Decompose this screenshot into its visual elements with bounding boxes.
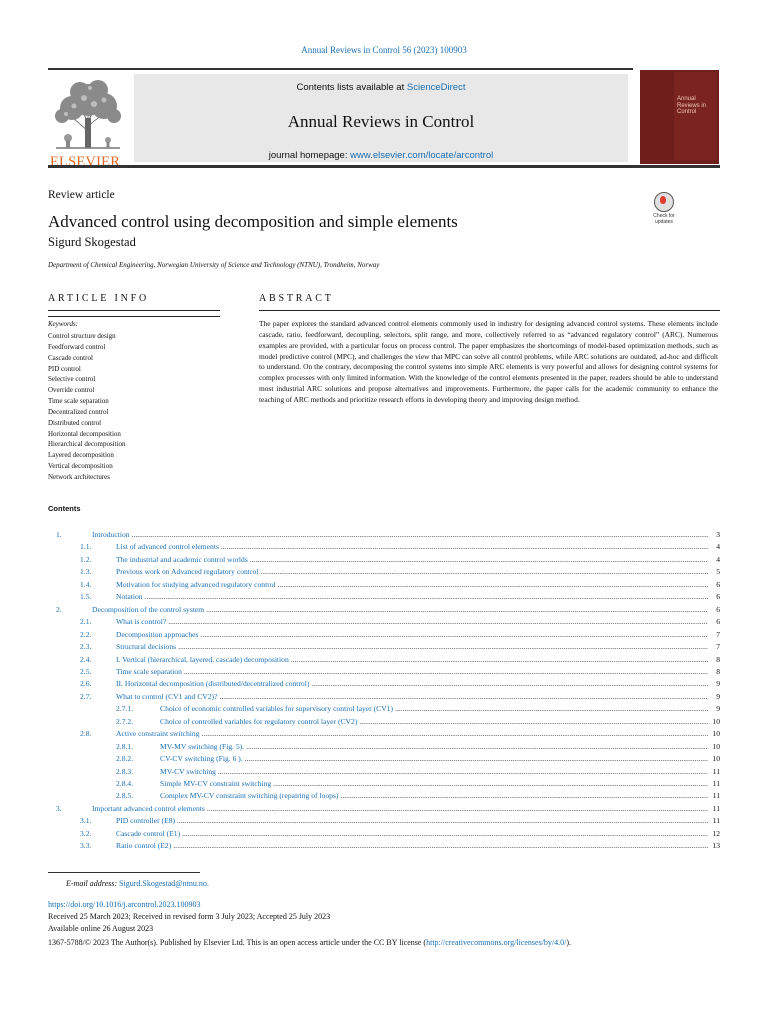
toc-entry-number: 2.2.	[80, 629, 92, 639]
toc-entry-number: 2.3.	[80, 642, 92, 652]
toc-entry-number: 2.7.	[80, 691, 92, 701]
journal-homepage: journal homepage: www.elsevier.com/locate/arcontrol	[268, 150, 494, 161]
toc-entry-page: 4	[716, 542, 720, 552]
homepage-link[interactable]: www.elsevier.com/locate/arcontrol	[350, 150, 494, 161]
toc-entry[interactable]	[48, 717, 720, 729]
toc-leader-dots	[359, 717, 708, 726]
keyword-item: Feedforward control	[48, 342, 106, 351]
keyword-item: Distributed control	[48, 418, 102, 427]
check-updates-icon	[654, 192, 674, 212]
toc-entry-title[interactable]: The industrial and academic control worlds	[116, 554, 248, 564]
toc-entry-title[interactable]: Complex MV-CV constraint switching (repairing of loops)	[160, 791, 339, 801]
cover-stripe	[674, 72, 717, 160]
toc-leader-dots	[219, 692, 708, 701]
toc-entry-page: 8	[716, 654, 720, 664]
toc-entry[interactable]	[48, 754, 720, 766]
toc-entry-title[interactable]: Important advanced control elements	[92, 803, 205, 813]
toc-entry-title[interactable]: Time scale separation	[116, 666, 182, 676]
toc-leader-dots	[221, 542, 708, 551]
toc-leader-dots	[206, 605, 708, 614]
toc-entry-number: 2.4.	[80, 654, 92, 664]
doi-link[interactable]: https://doi.org/10.1016/j.arcontrol.2023.100903	[48, 900, 201, 909]
toc-entry[interactable]	[48, 767, 720, 779]
toc-entry-title[interactable]: Motivation for studying advanced regulatory control	[116, 579, 276, 589]
abstract-rule	[259, 310, 720, 311]
toc-entry[interactable]	[48, 542, 720, 554]
toc-entry[interactable]	[48, 791, 720, 803]
toc-leader-dots	[260, 567, 708, 576]
toc-entry-page: 4	[716, 554, 720, 564]
keyword-item: PID control	[48, 364, 81, 373]
toc-entry-page: 10	[712, 754, 720, 764]
toc-entry-page: 10	[712, 729, 720, 739]
toc-entry[interactable]	[48, 667, 720, 679]
toc-entry-title[interactable]: II. Horizontal decomposition (distributed/decentralized control)	[116, 679, 310, 689]
toc-entry-page: 9	[716, 679, 720, 689]
toc-entry-title[interactable]: Notation	[116, 592, 143, 602]
contents-available: Contents lists available at ScienceDirect	[296, 82, 466, 93]
journal-reference[interactable]: Annual Reviews in Control 56 (2023) 100903	[301, 45, 467, 55]
toc-entry-page: 7	[716, 642, 720, 652]
toc-leader-dots	[218, 767, 708, 776]
license-statement: 1367-5788/© 2023 The Author(s). Published by Elsevier Ltd. This is an open access article under the CC BY license (http://creativecommons.org/licenses/by/4.0/).	[48, 938, 572, 947]
toc-entry-number: 2.8.2.	[116, 754, 134, 764]
journal-cover-thumbnail[interactable]	[640, 70, 719, 164]
toc-entry-title[interactable]: PID controller (E8)	[116, 816, 176, 826]
toc-entry-page: 11	[712, 791, 720, 801]
toc-entry-page: 9	[716, 691, 720, 701]
article-info-heading: ARTICLE INFO	[48, 293, 150, 304]
keyword-item: Selective control	[48, 375, 96, 384]
journal-banner	[134, 74, 628, 162]
toc-entry[interactable]	[48, 592, 720, 604]
toc-entry-title[interactable]: Decomposition of the control system	[92, 604, 205, 614]
toc-entry-title[interactable]: Structural decisions	[116, 642, 177, 652]
keyword-item: Cascade control	[48, 353, 93, 362]
toc-entry-title[interactable]: What to control (CV1 and CV2)?	[116, 691, 218, 701]
toc-entry-title[interactable]: I. Vertical (hierarchical, layered, cascade) decomposition	[116, 654, 289, 664]
toc-entry-title[interactable]: Introduction	[92, 530, 130, 539]
toc-entry[interactable]	[48, 630, 720, 642]
toc-entry-number: 2.1.	[80, 617, 92, 627]
toc-leader-dots	[178, 642, 708, 651]
email-link[interactable]: Sigurd.Skogestad@ntnu.no.	[119, 879, 209, 888]
toc-leader-dots	[173, 841, 708, 850]
toc-entry[interactable]	[48, 617, 720, 629]
toc-entry[interactable]	[48, 655, 720, 667]
check-for-updates-button[interactable]	[647, 192, 681, 228]
toc-entry-title[interactable]: What is control?	[116, 617, 167, 627]
keyword-item: Hierarchical decomposition	[48, 440, 126, 449]
toc-entry-number: 1.4.	[80, 579, 92, 589]
toc-entry-page: 9	[716, 704, 720, 714]
article-history: Received 25 March 2023; Received in revised form 3 July 2023; Accepted 25 July 2023	[48, 912, 331, 921]
toc-entry-page: 11	[712, 816, 720, 826]
elsevier-logo[interactable]	[48, 76, 128, 170]
keyword-item: Vertical decomposition	[48, 462, 113, 471]
toc-entry-number: 2.8.4.	[116, 779, 134, 788]
toc-entry-title[interactable]: Choice of controlled variables for regulatory control layer (CV2)	[160, 716, 358, 726]
contents-title: Contents	[48, 504, 81, 513]
toc-leader-dots	[246, 742, 708, 751]
toc-leader-dots	[273, 779, 708, 788]
toc-entry-number: 2.	[56, 604, 62, 614]
article-type: Review article	[48, 189, 115, 201]
license-link[interactable]: http://creativecommons.org/licenses/by/4.0/	[426, 938, 567, 947]
toc-leader-dots	[200, 630, 708, 639]
toc-entry-page: 6	[716, 617, 720, 627]
toc-leader-dots	[291, 655, 708, 664]
toc-entry[interactable]	[48, 555, 720, 567]
toc-entry-number: 2.7.1.	[116, 704, 134, 714]
toc-entry-title[interactable]: Active constraint switching	[116, 729, 200, 739]
toc-entry-page: 10	[712, 741, 720, 751]
toc-leader-dots	[184, 667, 708, 676]
toc-entry-number: 2.8.5.	[116, 791, 134, 801]
toc-entry[interactable]	[48, 605, 720, 617]
toc-leader-dots	[245, 754, 708, 763]
toc-entry-title[interactable]: Simple MV-CV constraint switching	[160, 779, 272, 788]
toc-leader-dots	[145, 592, 708, 601]
toc-entry-page: 7	[716, 629, 720, 639]
toc-leader-dots	[132, 530, 708, 539]
toc-entry-title[interactable]: Cascade control (E1)	[116, 828, 181, 838]
toc-entry-title[interactable]: List of advanced control elements	[116, 542, 219, 552]
toc-entry[interactable]	[48, 692, 720, 704]
elsevier-wordmark: ELSEVIER	[50, 154, 121, 170]
abstract-heading: ABSTRACT	[259, 293, 334, 304]
toc-entry-number: 1.3.	[80, 567, 92, 577]
toc-entry-number: 3.1.	[80, 816, 92, 826]
toc-entry-title[interactable]: Ratio control (E2)	[116, 841, 172, 851]
toc-entry-number: 3.3.	[80, 841, 92, 851]
toc-entry-number: 2.8.	[80, 729, 92, 739]
corresponding-email: E-mail address: Sigurd.Skogestad@ntnu.no.	[66, 879, 209, 888]
article-title: Advanced control using decomposition and simple elements	[48, 212, 458, 231]
toc-entry-page: 13	[712, 841, 720, 851]
keyword-item: Decentralized control	[48, 407, 109, 416]
toc-entry-page: 5	[716, 567, 720, 577]
cover-title: Annual Reviews in Control	[677, 96, 707, 115]
keyword-item: Control structure design	[48, 332, 116, 340]
toc-leader-dots	[278, 580, 708, 589]
keyword-item: Time scale separation	[48, 397, 109, 406]
toc-leader-dots	[182, 829, 708, 838]
header-top-rule	[48, 68, 633, 70]
toc-entry[interactable]	[48, 567, 720, 579]
keyword-item: Layered decomposition	[48, 451, 114, 460]
keyword-item: Override control	[48, 386, 95, 395]
toc-entry-number: 2.8.3.	[116, 766, 134, 776]
toc-leader-dots	[202, 729, 708, 738]
toc-entry-page: 11	[712, 766, 720, 776]
available-online: Available online 26 August 2023	[48, 924, 154, 933]
toc-entry[interactable]	[48, 530, 720, 542]
keyword-item: Network architectures	[48, 472, 110, 481]
toc-entry[interactable]	[48, 779, 720, 791]
toc-leader-dots	[340, 791, 708, 800]
toc-entry-number: 2.6.	[80, 679, 92, 689]
keywords-list	[48, 331, 126, 483]
toc-leader-dots	[395, 704, 708, 713]
toc-entry[interactable]	[48, 841, 720, 853]
header-bottom-rule	[48, 165, 720, 168]
toc-entry[interactable]	[48, 829, 720, 841]
toc-entry-number: 2.8.1.	[116, 741, 134, 751]
keywords-rule	[48, 316, 220, 317]
toc-entry-page: 6	[716, 579, 720, 589]
toc-entry-number: 3.	[56, 803, 62, 813]
toc-entry[interactable]	[48, 580, 720, 592]
toc-entry[interactable]	[48, 704, 720, 716]
toc-entry-title[interactable]: CV-CV switching (Fig. 6 ).	[160, 754, 243, 764]
author-affiliation: Department of Chemical Engineering, Norwegian University of Science and Technology (NTNU), Trondheim, Norway	[48, 261, 380, 269]
toc-entry[interactable]	[48, 642, 720, 654]
toc-leader-dots	[250, 555, 708, 564]
toc-entry-number: 1.2.	[80, 554, 92, 564]
footnote-rule	[48, 872, 200, 873]
toc-entry-page: 6	[716, 604, 720, 614]
toc-entry-page: 12	[712, 828, 720, 838]
toc-leader-dots	[311, 679, 708, 688]
toc-entry-page: 11	[712, 779, 720, 788]
toc-entry[interactable]	[48, 742, 720, 754]
journal-header	[48, 68, 720, 170]
toc-entry-number: 1.5.	[80, 592, 92, 602]
toc-entry[interactable]	[48, 804, 720, 816]
keywords-label: Keywords:	[48, 320, 79, 328]
toc-entry-page: 8	[716, 666, 720, 676]
toc-entry[interactable]	[48, 729, 720, 741]
elsevier-tree-icon	[48, 76, 128, 152]
toc-leader-dots	[177, 816, 708, 825]
toc-entry-page: 10	[712, 716, 720, 726]
toc-entry-title[interactable]: MV-CV switching	[160, 766, 216, 776]
abstract-text: The paper explores the standard advanced control elements commonly used in industry for designing advanced control systems. These elements include cascade, ratio, feedforward, decoupling, selectors, split range, and more, collectively referred to as “advanced regulatory control” (ARC). Numerous examples are provided, with a particular focus on process control. The paper emphasizes the shortcomings of model-based optimization methods, such as model predictive control (MPC), and challenges the view that MPC can solve all control problems, while ARC solutions are outdated, ad-hoc and difficult to understand. On the contrary, decomposing the control systems into simple ARC elements is very powerful and allows for designing control systems for complex processes with only limited information. With the knowledge of the control elements presented in the paper, readers should be able to understand most industrial ARC solutions and propose alternatives and improvements. Furthermore, the paper calls for the academic community to enhance the teaching of ARC methods and prioritize research efforts in developing theory and improving design method.	[259, 319, 718, 404]
toc-entry-title[interactable]: Previous work on Advanced regulatory control	[116, 567, 259, 577]
toc-entry-number: 1.1.	[80, 542, 92, 552]
author-list[interactable]: Sigurd Skogestad	[48, 235, 136, 249]
toc-entry-title[interactable]: Decomposition approaches	[116, 629, 199, 639]
toc-leader-dots	[168, 617, 708, 626]
sciencedirect-link[interactable]: ScienceDirect	[406, 82, 466, 93]
toc-entry-number: 3.2.	[80, 828, 92, 838]
toc-entry-number: 1.	[56, 530, 62, 539]
toc-entry-title[interactable]: MV-MV switching (Fig. 5).	[160, 741, 245, 751]
toc-leader-dots	[207, 804, 708, 813]
keyword-item: Horizontal decomposition	[48, 429, 121, 438]
toc-entry-number: 2.7.2.	[116, 716, 134, 726]
toc-entry-page: 3	[716, 530, 720, 539]
check-updates-label: Check for updates	[653, 213, 675, 225]
article-info-rule	[48, 310, 220, 311]
toc-entry-page: 6	[716, 592, 720, 602]
toc-entry-title[interactable]: Choice of economic controlled variables for supervisory control layer (CV1)	[160, 704, 394, 714]
toc-entry[interactable]	[48, 816, 720, 828]
toc-entry[interactable]	[48, 679, 720, 691]
journal-title: Annual Reviews in Control	[287, 112, 475, 131]
toc-entry-page: 11	[712, 803, 720, 813]
toc-entry-number: 2.5.	[80, 666, 92, 676]
